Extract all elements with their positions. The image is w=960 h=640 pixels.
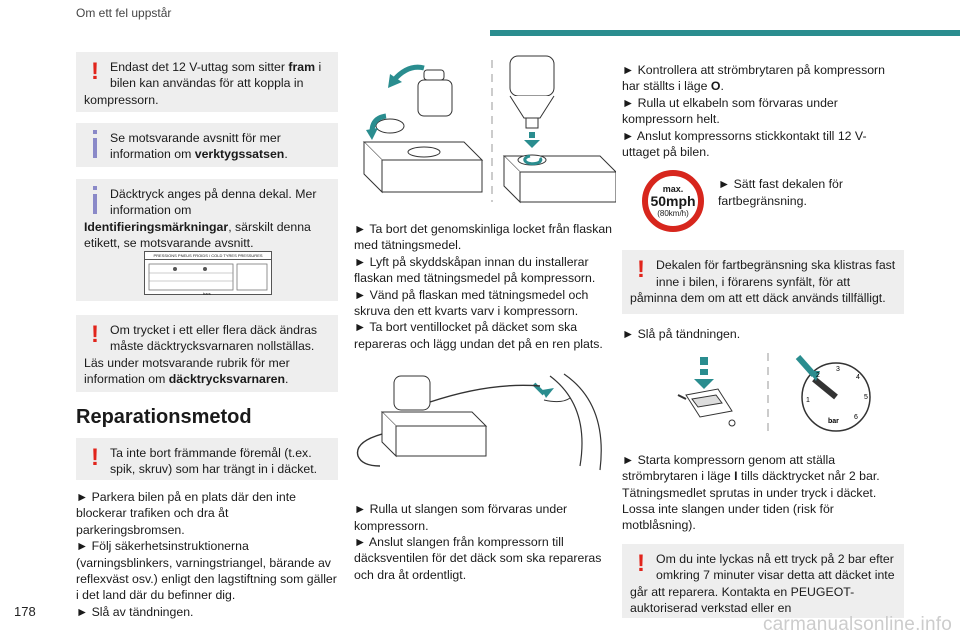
sticker-line3: (80km/h) bbox=[657, 209, 689, 219]
note-text: Dekalen för fartbegränsning ska klistras fast inne i bilen, i förarens synfält, för att påminna dem om att ett däck används tillfälligt. bbox=[630, 258, 896, 306]
step-item: ► Anslut slangen från kompressorn till däcksventilen för det däck som ska repareras och dra åt ordentligt. bbox=[354, 535, 602, 582]
warning-note-tpms bbox=[76, 315, 338, 392]
gauge-figure bbox=[798, 357, 870, 431]
step-item: ► Följ säkerhetsinstruktionerna (varningsblinkers, varningstriangel, bärande av reflexväst osv.) enligt den lagstiftning som gäller i det land där du befinner dig. bbox=[76, 539, 337, 603]
warning-note-sticker bbox=[622, 250, 904, 314]
step-item: ► Ta bort ventillocket på däcket som ska repareras och lägg undan det på en ren plats. bbox=[354, 320, 603, 351]
note-text: Däcktryck anges på denna dekal. Mer information om Identifieringsmärkningar, särskilt denna etikett, se motsvarande avsnitt. bbox=[84, 187, 317, 251]
gauge-tick-4: 4 bbox=[856, 373, 860, 381]
note-text: Se motsvarande avsnitt för mer information om verktygssatsen. bbox=[110, 131, 288, 162]
note-text: Ta inte bort främmande föremål (t.ex. spik, skruv) som har trängt in i däcket. bbox=[110, 446, 318, 477]
warning-icon: ! bbox=[637, 256, 645, 284]
gauge-tick-3: 3 bbox=[836, 365, 840, 373]
step-item: ► Kontrollera att strömbrytaren på kompressorn har ställts i läge O. bbox=[622, 63, 885, 94]
step-item: ► Slå på tändningen. bbox=[622, 327, 741, 342]
step-item: ► Parkera bilen på en plats där den inte blockerar trafiken och dra åt parkeringsbromsen. bbox=[76, 490, 296, 537]
warning-icon: ! bbox=[91, 58, 99, 85]
steps-list bbox=[622, 62, 904, 160]
steps-list bbox=[76, 489, 338, 620]
compressor-gauge-illustration bbox=[622, 349, 904, 435]
sticker-line1: max. bbox=[662, 184, 684, 195]
switch-figure bbox=[678, 357, 735, 426]
info-icon bbox=[84, 186, 106, 214]
label-title: PRESSIONS PNEUS FROIDS / COLD TYRES PRESSURES bbox=[145, 252, 271, 260]
note-text: Endast det 12 V-uttag som sitter fram i bilen kan användas för att koppla in kompressorn. bbox=[84, 60, 322, 107]
section-title: Reparationsmetod bbox=[76, 406, 252, 428]
note-text: Om du inte lyckas nå ett tryck på 2 bar efter omkring 7 minuter visar detta att däcket inte går att reparera. Kontakta en PEUGEOT-auktoriserad verkstad eller en bbox=[630, 551, 895, 616]
info-icon bbox=[84, 130, 106, 158]
warning-icon: ! bbox=[91, 444, 99, 471]
gauge-tick-2: 2 bbox=[816, 371, 820, 379]
step-item: ► Lyft på skyddskåpan innan du installerar flaskan med tätningsmedel på kompressorn. bbox=[354, 254, 596, 286]
note-text: Om trycket i ett eller flera däck ändras måste däcktrycksvarnaren nollställas. Läs under motsvarande rubrik för mer information om däcktrycksvarnaren. bbox=[84, 323, 318, 387]
info-note-toolkit bbox=[76, 123, 338, 167]
sticker-line2: 50mph bbox=[650, 193, 696, 210]
column-left bbox=[76, 52, 338, 620]
watermark: carmanualsonline.info bbox=[762, 614, 952, 635]
page-number: 178 bbox=[14, 604, 36, 619]
step-item: ► Anslut kompressorns stickkontakt till 12 V-uttaget på bilen. bbox=[622, 128, 867, 160]
speed-limit-sticker bbox=[642, 170, 704, 232]
gauge-tick-1: 1 bbox=[806, 396, 810, 404]
step-item: ► Slå av tändningen. bbox=[76, 604, 194, 619]
info-note-tyre-label bbox=[76, 179, 338, 301]
sealant-bottle-illustration bbox=[354, 52, 616, 212]
step-item: ► Rulla ut elkabeln som förvaras under kompressorn helt. bbox=[622, 95, 838, 127]
gauge-tick-6: 6 bbox=[854, 413, 858, 421]
tyre-pressure-label-image bbox=[144, 251, 272, 295]
steps-list bbox=[354, 501, 616, 583]
gauge-tick-5: 5 bbox=[864, 393, 868, 401]
warning-note-foreign-object bbox=[76, 438, 338, 480]
page-header-title: Om ett fel uppstår bbox=[76, 6, 172, 20]
hose-connection-illustration bbox=[354, 372, 616, 490]
step-item: ► Sätt fast dekalen för fartbegränsning. bbox=[718, 177, 843, 208]
gauge-unit-label: bar bbox=[828, 417, 839, 425]
warning-note-socket bbox=[76, 52, 338, 112]
steps-list bbox=[354, 221, 616, 352]
column-right bbox=[622, 62, 904, 618]
header-accent-bar bbox=[490, 30, 960, 36]
warning-note-pressure bbox=[622, 544, 904, 618]
step-item: ► Ta bort det genomskinliga locket från flaskan med tätningsmedel. bbox=[354, 222, 613, 253]
column-middle bbox=[354, 52, 616, 583]
warning-icon: ! bbox=[637, 549, 645, 577]
step-item: ► Rulla ut slangen som förvaras under kompressorn. bbox=[354, 502, 568, 533]
speed-sticker-row bbox=[622, 170, 904, 240]
label-unit: bars bbox=[203, 291, 211, 296]
step-item: ► Vänd på flaskan med tätningsmedel och skruva den ett kvarts varv i kompressorn. bbox=[354, 287, 589, 319]
warning-icon: ! bbox=[91, 321, 99, 348]
bottle-uncap-figure bbox=[364, 67, 482, 192]
bottle-mount-figure bbox=[504, 56, 616, 202]
step-item: ► Starta kompressorn genom att ställa strömbrytaren i läge I tills däcktrycket når 2 bar. Tätningsmedlet sprutas in under tryck i däcket. Lossa inte slangen under tiden (risk för motblåsning). bbox=[622, 452, 880, 533]
